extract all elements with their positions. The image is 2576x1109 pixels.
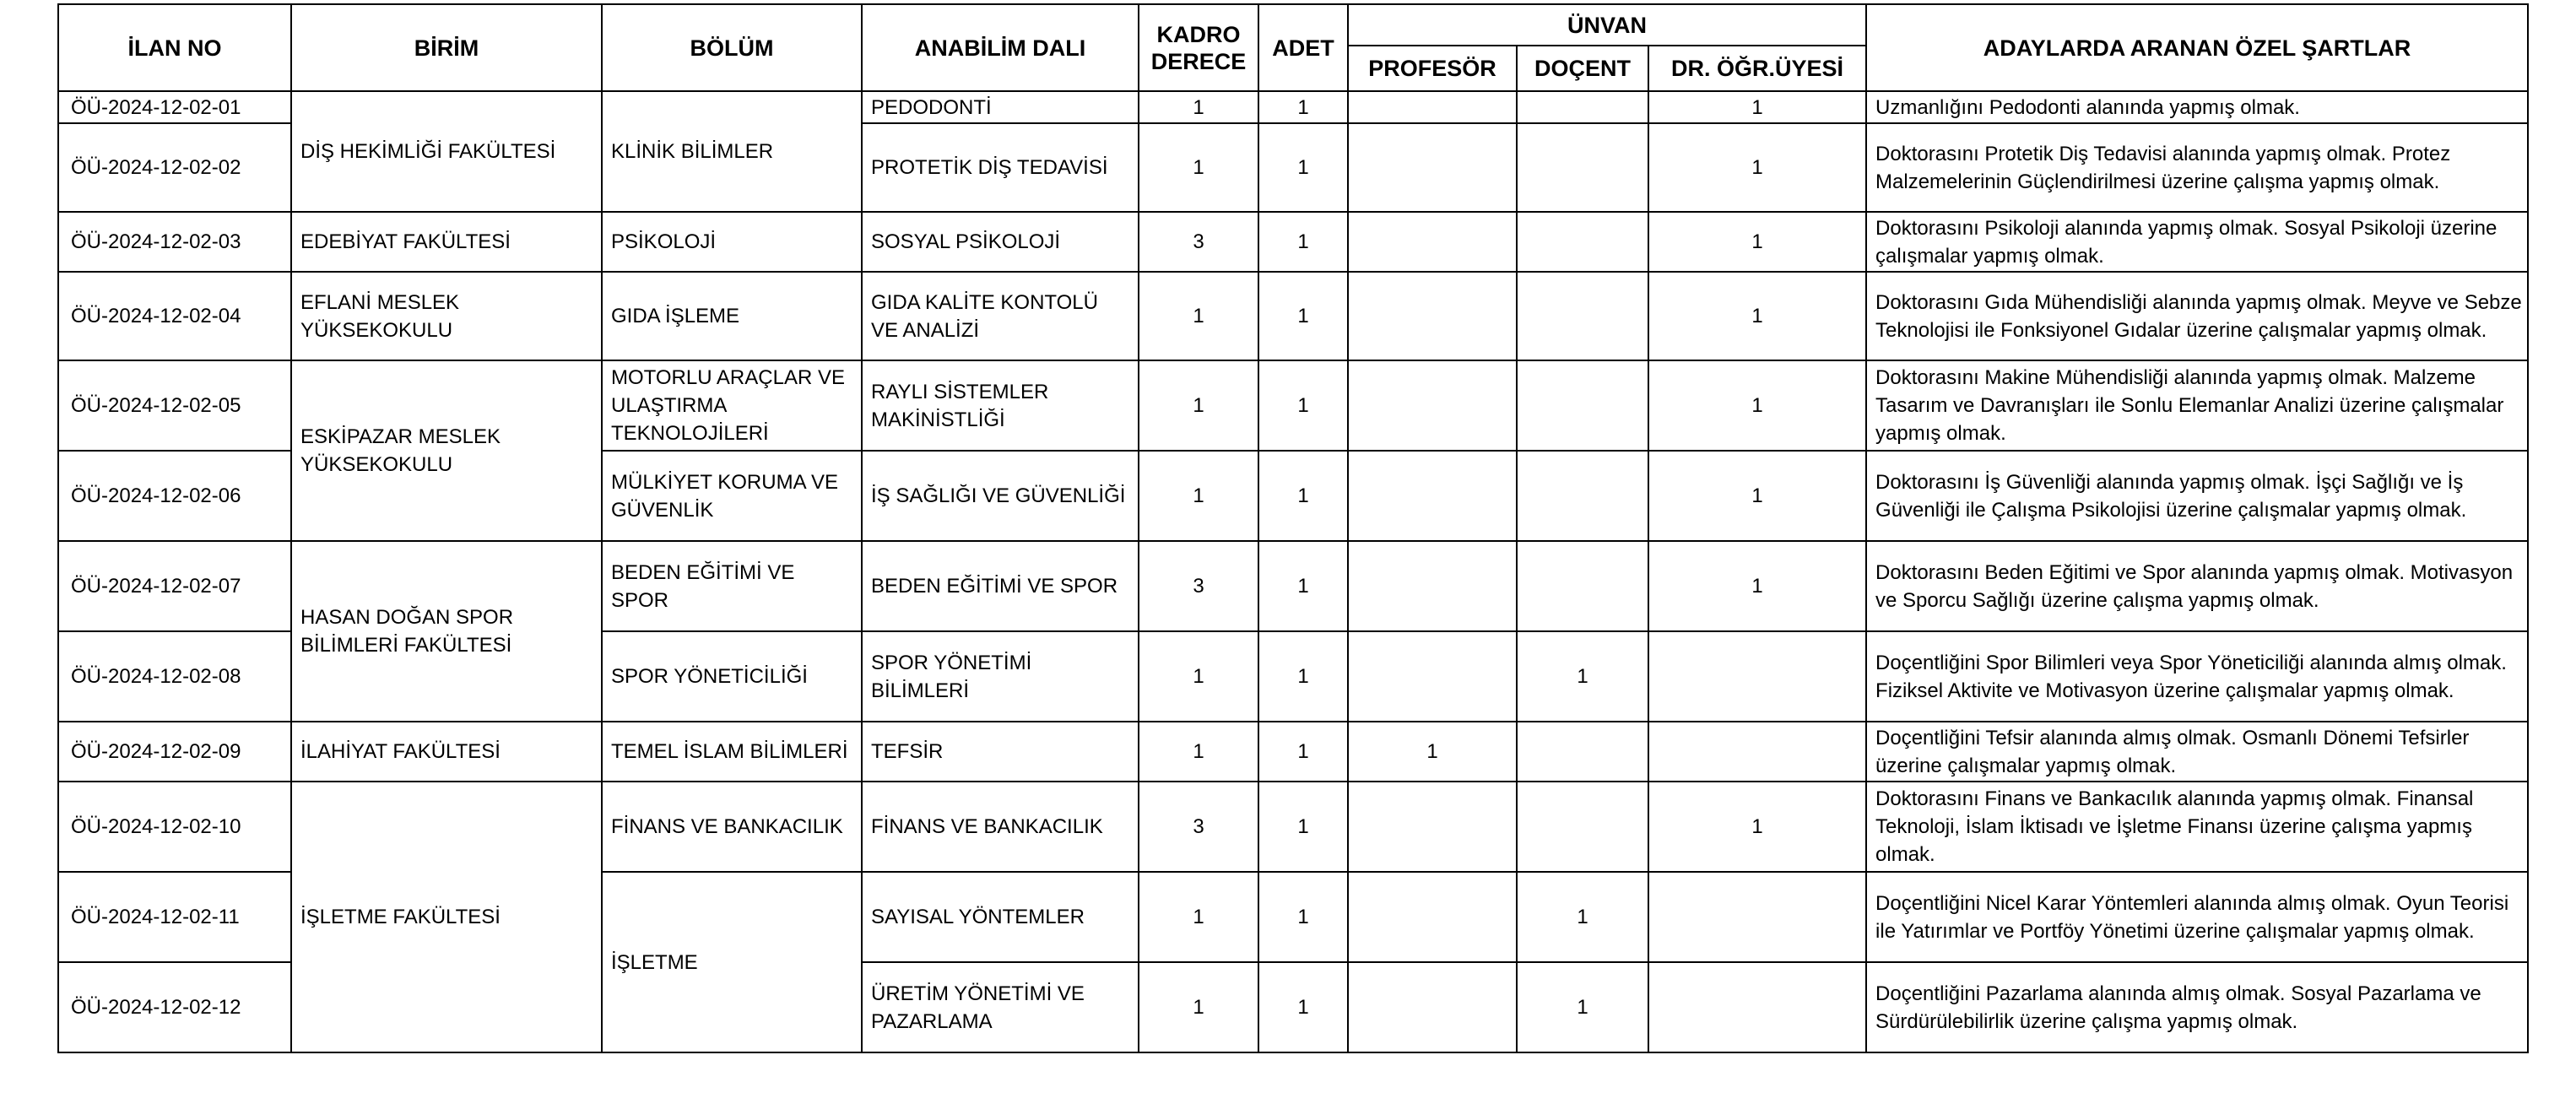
docent-cell bbox=[1517, 722, 1648, 782]
birim-cell: EDEBİYAT FAKÜLTESİ bbox=[291, 212, 602, 272]
sart-cell: Doktorasını Beden Eğitimi ve Spor alanında yapmış olmak. Motivasyon ve Sporcu Sağlığı üzerine çalışma yapmış olmak. bbox=[1866, 541, 2528, 631]
sart-cell: Doktorasını Gıda Mühendisliği alanında yapmış olmak. Meyve ve Sebze Teknolojisi ile Fonksiyonel Gıdalar üzerine çalışmalar yapmış olmak. bbox=[1866, 272, 2528, 360]
anabilim-cell: PEDODONTİ bbox=[862, 91, 1139, 123]
table-row bbox=[58, 91, 2528, 123]
derece-cell: 1 bbox=[1139, 872, 1258, 962]
birim-cell: ESKİPAZAR MESLEK YÜKSEKOKULU bbox=[291, 360, 602, 541]
ilan-no-cell: ÖÜ-2024-12-02-04 bbox=[58, 272, 291, 360]
sart-cell: Doktorasını Protetik Diş Tedavisi alanında yapmış olmak. Protez Malzemelerinin Güçlendirilmesi üzerine çalışma yapmış olmak. bbox=[1866, 123, 2528, 212]
bolum-cell: BEDEN EĞİTİMİ VE SPOR bbox=[602, 541, 862, 631]
docent-cell bbox=[1517, 123, 1648, 212]
sart-cell: Doçentliğini Spor Bilimleri veya Spor Yöneticiliği alanında almış olmak. Fiziksel Aktivite ve Motivasyon üzerine çalışmalar yapmış olmak. bbox=[1866, 631, 2528, 722]
profesor-cell bbox=[1348, 212, 1517, 272]
sart-cell: Doktorasını Finans ve Bankacılık alanında yapmış olmak. Finansal Teknoloji, İslam İktisadı ve İşletme Finansı üzerine çalışma yapmış olmak. bbox=[1866, 782, 2528, 872]
ilan-no-cell: ÖÜ-2024-12-02-05 bbox=[58, 360, 291, 451]
profesor-cell bbox=[1348, 872, 1517, 962]
bolum-cell: FİNANS VE BANKACILIK bbox=[602, 782, 862, 872]
profesor-cell bbox=[1348, 782, 1517, 872]
adet-cell: 1 bbox=[1258, 91, 1348, 123]
dr-cell: 1 bbox=[1648, 123, 1866, 212]
adet-cell: 1 bbox=[1258, 451, 1348, 541]
dr-cell: 1 bbox=[1648, 91, 1866, 123]
ilan-no-cell: ÖÜ-2024-12-02-01 bbox=[58, 91, 291, 123]
ilan-no-cell: ÖÜ-2024-12-02-09 bbox=[58, 722, 291, 782]
bolum-cell: İŞLETME bbox=[602, 872, 862, 1052]
docent-cell bbox=[1517, 451, 1648, 541]
adet-cell: 1 bbox=[1258, 272, 1348, 360]
anabilim-cell: RAYLI SİSTEMLER MAKİNİSTLİĞİ bbox=[862, 360, 1139, 451]
profesor-cell bbox=[1348, 360, 1517, 451]
dr-cell bbox=[1648, 722, 1866, 782]
ilan-no-cell: ÖÜ-2024-12-02-06 bbox=[58, 451, 291, 541]
docent-cell: 1 bbox=[1517, 872, 1648, 962]
ilan-no-cell: ÖÜ-2024-12-02-12 bbox=[58, 962, 291, 1052]
header-dr-ogr-uyesi: DR. ÖĞR.ÜYESİ bbox=[1648, 46, 1866, 91]
header-docent: DOÇENT bbox=[1517, 46, 1648, 91]
ilan-no-cell: ÖÜ-2024-12-02-10 bbox=[58, 782, 291, 872]
adet-cell: 1 bbox=[1258, 782, 1348, 872]
dr-cell bbox=[1648, 631, 1866, 722]
ilan-table bbox=[57, 3, 2529, 1053]
derece-cell: 1 bbox=[1139, 360, 1258, 451]
bolum-cell: KLİNİK BİLİMLER bbox=[602, 91, 862, 212]
adet-cell: 1 bbox=[1258, 872, 1348, 962]
header-adet: ADET bbox=[1258, 4, 1348, 91]
derece-cell: 1 bbox=[1139, 631, 1258, 722]
profesor-cell bbox=[1348, 962, 1517, 1052]
birim-cell: İŞLETME FAKÜLTESİ bbox=[291, 782, 602, 1052]
sart-cell: Doçentliğini Pazarlama alanında almış olmak. Sosyal Pazarlama ve Sürdürülebilirlik üzerine çalışma yapmış olmak. bbox=[1866, 962, 2528, 1052]
profesor-cell bbox=[1348, 631, 1517, 722]
anabilim-cell: İŞ SAĞLIĞI VE GÜVENLİĞİ bbox=[862, 451, 1139, 541]
docent-cell bbox=[1517, 541, 1648, 631]
profesor-cell: 1 bbox=[1348, 722, 1517, 782]
docent-cell bbox=[1517, 782, 1648, 872]
table-row bbox=[58, 782, 2528, 872]
sart-cell: Doktorasını Makine Mühendisliği alanında yapmış olmak. Malzeme Tasarım ve Davranışları ile Sonlu Elemanlar Analizi üzerine çalışmalar yapmış olmak. bbox=[1866, 360, 2528, 451]
anabilim-cell: FİNANS VE BANKACILIK bbox=[862, 782, 1139, 872]
derece-cell: 1 bbox=[1139, 123, 1258, 212]
profesor-cell bbox=[1348, 451, 1517, 541]
derece-cell: 1 bbox=[1139, 962, 1258, 1052]
header-unvan: ÜNVAN bbox=[1348, 4, 1866, 46]
bolum-cell: PSİKOLOJİ bbox=[602, 212, 862, 272]
bolum-cell: TEMEL İSLAM BİLİMLERİ bbox=[602, 722, 862, 782]
bolum-cell: GIDA İŞLEME bbox=[602, 272, 862, 360]
birim-cell: İLAHİYAT FAKÜLTESİ bbox=[291, 722, 602, 782]
bolum-cell: MÜLKİYET KORUMA VE GÜVENLİK bbox=[602, 451, 862, 541]
derece-cell: 3 bbox=[1139, 782, 1258, 872]
docent-cell: 1 bbox=[1517, 962, 1648, 1052]
header-birim: BİRİM bbox=[291, 4, 602, 91]
dr-cell: 1 bbox=[1648, 212, 1866, 272]
derece-cell: 1 bbox=[1139, 451, 1258, 541]
sart-cell: Uzmanlığını Pedodonti alanında yapmış olmak. bbox=[1866, 91, 2528, 123]
header-ozel-sartlar: ADAYLARDA ARANAN ÖZEL ŞARTLAR bbox=[1866, 4, 2528, 91]
anabilim-cell: SOSYAL PSİKOLOJİ bbox=[862, 212, 1139, 272]
header-profesor: PROFESÖR bbox=[1348, 46, 1517, 91]
adet-cell: 1 bbox=[1258, 212, 1348, 272]
table-row bbox=[58, 360, 2528, 451]
dr-cell: 1 bbox=[1648, 272, 1866, 360]
dr-cell: 1 bbox=[1648, 360, 1866, 451]
ilan-no-cell: ÖÜ-2024-12-02-08 bbox=[58, 631, 291, 722]
adet-cell: 1 bbox=[1258, 722, 1348, 782]
anabilim-cell: BEDEN EĞİTİMİ VE SPOR bbox=[862, 541, 1139, 631]
header-kadro-derece: KADRO DERECE bbox=[1139, 4, 1258, 91]
dr-cell: 1 bbox=[1648, 451, 1866, 541]
adet-cell: 1 bbox=[1258, 360, 1348, 451]
ilan-no-cell: ÖÜ-2024-12-02-11 bbox=[58, 872, 291, 962]
anabilim-cell: SAYISAL YÖNTEMLER bbox=[862, 872, 1139, 962]
docent-cell bbox=[1517, 272, 1648, 360]
profesor-cell bbox=[1348, 123, 1517, 212]
adet-cell: 1 bbox=[1258, 541, 1348, 631]
docent-cell bbox=[1517, 360, 1648, 451]
ilan-no-cell: ÖÜ-2024-12-02-03 bbox=[58, 212, 291, 272]
anabilim-cell: ÜRETİM YÖNETİMİ VE PAZARLAMA bbox=[862, 962, 1139, 1052]
profesor-cell bbox=[1348, 91, 1517, 123]
sart-cell: Doktorasını Psikoloji alanında yapmış olmak. Sosyal Psikoloji üzerine çalışmalar yapmış olmak. bbox=[1866, 212, 2528, 272]
sart-cell: Doçentliğini Nicel Karar Yöntemleri alanında almış olmak. Oyun Teorisi ile Yatırımlar ve Portföy Yönetimi üzerine çalışmalar yapmış olmak. bbox=[1866, 872, 2528, 962]
ilan-no-cell: ÖÜ-2024-12-02-02 bbox=[58, 123, 291, 212]
table-row bbox=[58, 212, 2528, 272]
profesor-cell bbox=[1348, 272, 1517, 360]
header-bolum: BÖLÜM bbox=[602, 4, 862, 91]
docent-cell: 1 bbox=[1517, 631, 1648, 722]
birim-cell: DİŞ HEKİMLİĞİ FAKÜLTESİ bbox=[291, 91, 602, 212]
docent-cell bbox=[1517, 91, 1648, 123]
sart-cell: Doçentliğini Tefsir alanında almış olmak. Osmanlı Dönemi Tefsirler üzerine çalışmalar yapmış olmak. bbox=[1866, 722, 2528, 782]
bolum-cell: MOTORLU ARAÇLAR VE ULAŞTIRMA TEKNOLOJİLERİ bbox=[602, 360, 862, 451]
derece-cell: 3 bbox=[1139, 212, 1258, 272]
header-anabilim-dali: ANABİLİM DALI bbox=[862, 4, 1139, 91]
derece-cell: 1 bbox=[1139, 272, 1258, 360]
dr-cell: 1 bbox=[1648, 541, 1866, 631]
profesor-cell bbox=[1348, 541, 1517, 631]
adet-cell: 1 bbox=[1258, 962, 1348, 1052]
table-row bbox=[58, 272, 2528, 360]
dr-cell bbox=[1648, 872, 1866, 962]
derece-cell: 1 bbox=[1139, 91, 1258, 123]
sart-cell: Doktorasını İş Güvenliği alanında yapmış olmak. İşçi Sağlığı ve İş Güvenliği ile Çalışma Psikolojisi üzerine çalışmalar yapmış olmak. bbox=[1866, 451, 2528, 541]
header-ilan-no: İLAN NO bbox=[58, 4, 291, 91]
table-row bbox=[58, 722, 2528, 782]
dr-cell: 1 bbox=[1648, 782, 1866, 872]
docent-cell bbox=[1517, 212, 1648, 272]
anabilim-cell: TEFSİR bbox=[862, 722, 1139, 782]
dr-cell bbox=[1648, 962, 1866, 1052]
derece-cell: 1 bbox=[1139, 722, 1258, 782]
bolum-cell: SPOR YÖNETİCİLİĞİ bbox=[602, 631, 862, 722]
derece-cell: 3 bbox=[1139, 541, 1258, 631]
ilan-no-cell: ÖÜ-2024-12-02-07 bbox=[58, 541, 291, 631]
anabilim-cell: GIDA KALİTE KONTOLÜ VE ANALİZİ bbox=[862, 272, 1139, 360]
table-row bbox=[58, 541, 2528, 631]
adet-cell: 1 bbox=[1258, 123, 1348, 212]
adet-cell: 1 bbox=[1258, 631, 1348, 722]
anabilim-cell: PROTETİK DİŞ TEDAVİSİ bbox=[862, 123, 1139, 212]
birim-cell: EFLANİ MESLEK YÜKSEKOKULU bbox=[291, 272, 602, 360]
birim-cell: HASAN DOĞAN SPOR BİLİMLERİ FAKÜLTESİ bbox=[291, 541, 602, 722]
anabilim-cell: SPOR YÖNETİMİ BİLİMLERİ bbox=[862, 631, 1139, 722]
